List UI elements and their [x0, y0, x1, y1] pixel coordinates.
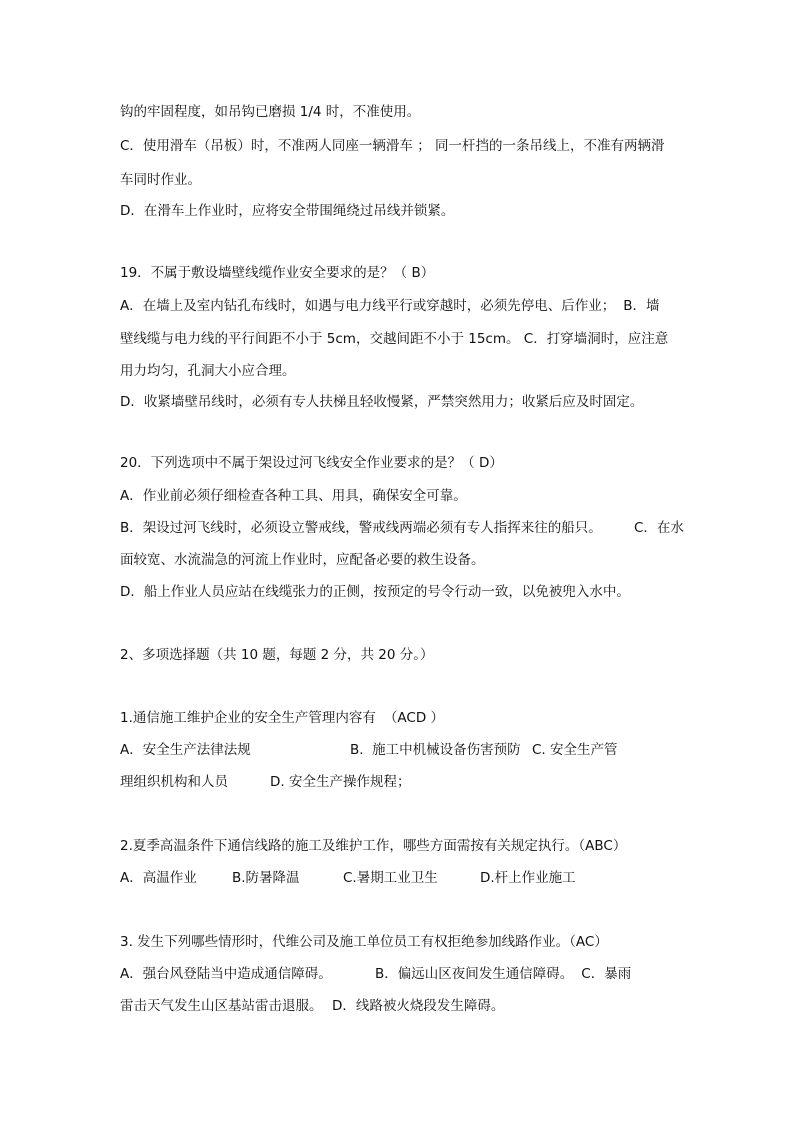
section-heading: 2、多项选择题（共 10 题，每题 2 分，共 20 分。）	[120, 647, 434, 663]
option-d: D. 安全生产操作规程；	[270, 774, 411, 790]
option-c: C．在水	[634, 520, 684, 536]
option-b: B．架设过河飞线时，必须设立警戒线，警戒线两端必须有专人指挥来往的船只。	[120, 520, 602, 536]
option-c: C．使用滑车（吊板）时，不准两人同座一辆滑车 ； 同一杆挡的一条吊线上，不准有两辆滑	[120, 138, 665, 154]
option-d: D．船上作业人员应站在线缆张力的正侧，按预定的号令行动一致，以免被兜入水中。	[120, 584, 630, 600]
answer-label: （ACD ）	[383, 710, 445, 726]
option-row	[120, 997, 504, 1015]
text-line: 雷击天气发生山区基站雷击退服。	[120, 998, 323, 1014]
option-c: C.暑期工业卫生	[343, 870, 438, 886]
option-c: C．暴雨	[581, 966, 632, 982]
option-row	[120, 519, 684, 537]
question-19-title: 19．不属于敷设墙壁线缆作业安全要求的是？（ B）	[120, 265, 435, 281]
option-row	[120, 297, 660, 315]
option-b: B．墙	[623, 298, 660, 314]
option-row	[120, 741, 618, 759]
option-d: D．线路被火烧段发生障碍。	[332, 998, 505, 1014]
option-b: B．偏远山区夜间发生通信障碍。	[375, 966, 574, 982]
question-row	[120, 709, 444, 727]
text-line: 壁线缆与电力线的平行间距不小于 5cm，交越间距不小于 15cm。 C．打穿墙洞时，应注意	[120, 331, 669, 347]
text-line: 面较宽、水流湍急的河流上作业时，应配备必要的救生设备。	[120, 552, 485, 568]
multi-question-2-title: 2.夏季高温条件下通信线路的施工及维护工作，哪些方面需按有关规定执行。（ABC）	[120, 838, 627, 854]
text-line: 车同时作业。	[120, 172, 201, 188]
option-a: A．高温作业	[120, 870, 197, 886]
question-20-title: 20．下列选项中不属于架设过河飞线安全作业要求的是？（ D）	[120, 455, 503, 471]
multi-question-1-title: 1.通信施工维护企业的安全生产管理内容有	[120, 710, 376, 726]
text-line: 用力均匀，孔洞大小应合理。	[120, 363, 296, 379]
text-line: 理组织机构和人员	[120, 774, 228, 790]
option-b: B. 施工中机械设备伤害预防	[350, 742, 521, 758]
option-d: D．在滑车上作业时，应将安全带围绳绕过吊线并锁紧。	[120, 203, 455, 219]
option-d: D．收紧墙壁吊线时，必须有专人扶梯且轻收慢紧，严禁突然用力；收紧后应及时固定。	[120, 394, 644, 410]
option-row	[120, 869, 576, 887]
option-b: B.防暑降温	[232, 870, 300, 886]
option-a: A．在墙上及室内钻孔布线时，如遇与电力线平行或穿越时，必须先停电、后作业；	[120, 298, 616, 314]
option-row	[120, 965, 631, 983]
option-d: D.杆上作业施工	[480, 870, 576, 886]
option-a: A．安全生产法律法规	[120, 742, 251, 758]
text-line: 钩的牢固程度，如吊钩已磨损 1/4 时，不准使用。	[120, 104, 421, 120]
multi-question-3-title: 3. 发生下列哪些情形时，代维公司及施工单位员工有权拒绝参加线路作业。（AC）	[120, 934, 608, 950]
option-a: A．作业前必须仔细检查各种工具、用具，确保安全可靠。	[120, 488, 467, 504]
option-c: C. 安全生产管	[532, 742, 618, 758]
option-a: A．强台风登陆当中造成通信障碍。	[120, 966, 332, 982]
option-row	[120, 773, 410, 791]
